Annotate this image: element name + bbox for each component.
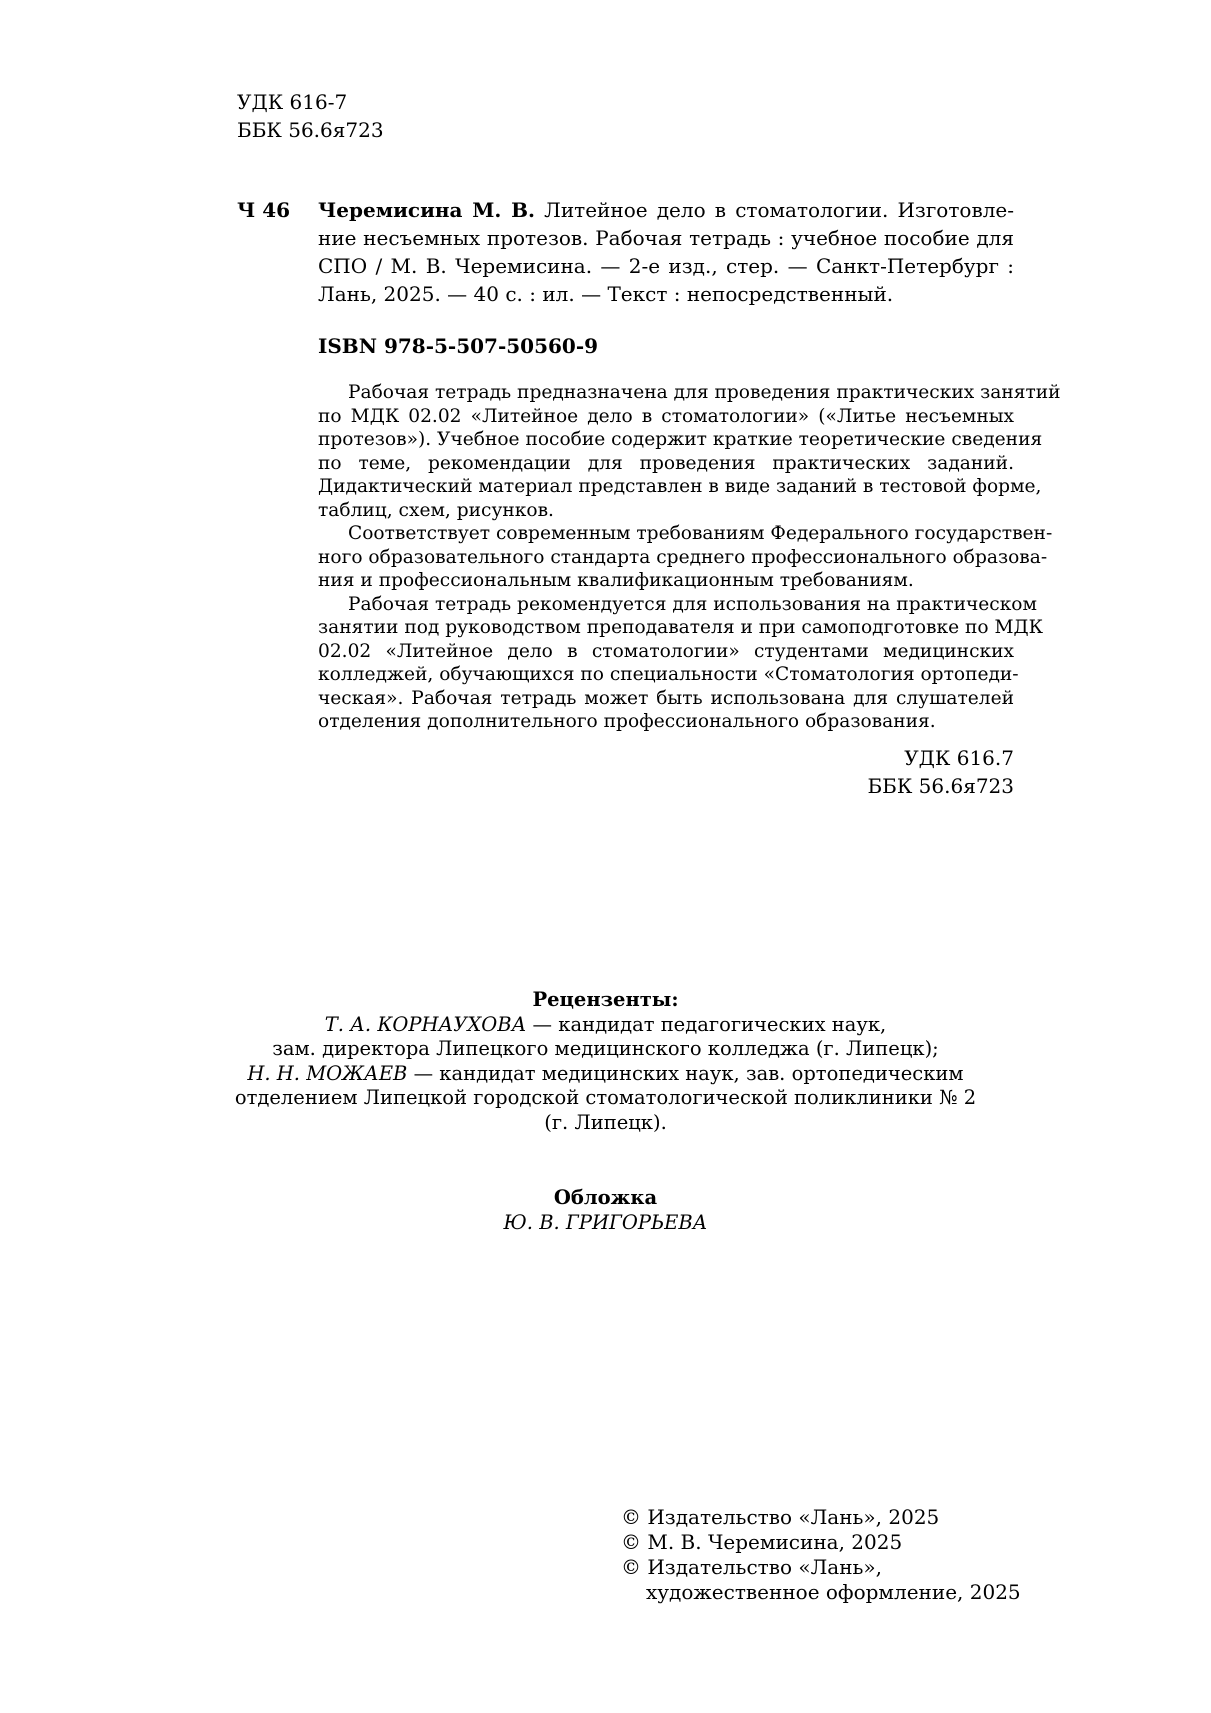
udk-code: УДК 616-7 bbox=[237, 90, 348, 114]
cover-credit bbox=[0, 1185, 1211, 1235]
copyright-line: © М. В. Черемисина, 2025 bbox=[621, 1530, 903, 1554]
annotation bbox=[318, 381, 1061, 734]
annotation-line: таблиц, схем, рисунков. bbox=[318, 499, 554, 521]
description-line: СПО / М. В. Черемисина. — 2-е изд., стер. — Санкт-Петербург : bbox=[318, 254, 1014, 278]
annotation-line: Рабочая тетрадь рекомендуется для использования на практическом bbox=[348, 593, 1037, 615]
reviewer-line: отделением Липецкой городской стоматологической поликлиники № 2 bbox=[234, 1086, 977, 1109]
cover-designer: Ю. В. ГРИГОРЬЕВА bbox=[503, 1211, 708, 1234]
annotation-line: Соответствует современным требованиям Федерального государствен- bbox=[348, 523, 1053, 544]
annotation-line: колледжей, обучающихся по специальности «Стоматология ортопеди- bbox=[318, 664, 1019, 685]
annotation-line: протезов»). Учебное пособие содержит краткие теоретические сведения bbox=[318, 429, 1043, 450]
cover-heading: Обложка bbox=[553, 1186, 658, 1209]
author-name: Черемисина М. В. bbox=[318, 198, 535, 222]
annotation-line: Дидактический материал представлен в виде заданий в тестовой форме, bbox=[318, 476, 1042, 497]
reviewer-line: (г. Липецк). bbox=[544, 1110, 667, 1134]
description-line: Черемисина М. В. Литейное дело в стоматологии. Изготовле- bbox=[318, 198, 1015, 222]
bbk-code: ББК 56.6я723 bbox=[237, 118, 384, 142]
copyright-block bbox=[621, 1505, 1021, 1605]
annotation-line: отделения дополнительного профессионального образования. bbox=[318, 711, 936, 732]
udk-code: УДК 616.7 bbox=[904, 746, 1014, 770]
copyright-line: © Издательство «Лань», 2025 bbox=[621, 1505, 940, 1529]
annotation-line: Рабочая тетрадь предназначена для проведения практических занятий bbox=[348, 382, 1061, 403]
classification-top bbox=[237, 88, 384, 144]
copyright-line: © Издательство «Лань», bbox=[621, 1555, 883, 1579]
annotation-line: занятии под руководством преподавателя и при самоподготовке по МДК bbox=[318, 617, 1044, 638]
reviewer-line: Т. А. КОРНАУХОВА — кандидат педагогических наук, bbox=[324, 1012, 887, 1036]
annotation-line: ческая». Рабочая тетрадь может быть использована для слушателей bbox=[318, 687, 1014, 709]
reviewer-line: Н. Н. МОЖАЕВ — кандидат медицинских наук, зав. ортопедическим bbox=[247, 1061, 964, 1085]
bbk-code: ББК 56.6я723 bbox=[867, 774, 1014, 798]
reviewer-name: Н. Н. МОЖАЕВ bbox=[247, 1061, 408, 1085]
annotation-line: по МДК 02.02 «Литейное дело в стоматологии» («Литье несъемных bbox=[318, 405, 1014, 427]
copyright-line: художественное оформление, 2025 bbox=[646, 1580, 1021, 1604]
annotation-line: 02.02 «Литейное дело в стоматологии» студентами медицинских bbox=[318, 640, 1014, 662]
bibliographic-description bbox=[318, 196, 1014, 308]
reviewer-line: зам. директора Липецкого медицинского колледжа (г. Липецк); bbox=[272, 1037, 939, 1060]
annotation-line: ного образовательного стандарта среднего профессионального образова- bbox=[318, 546, 1048, 568]
description-line: ние несъемных протезов. Рабочая тетрадь : учебное пособие для bbox=[318, 226, 1014, 250]
reviewer-name: Т. А. КОРНАУХОВА bbox=[324, 1012, 527, 1036]
author-sign: Ч 46 bbox=[237, 198, 291, 222]
reviewers-heading: Рецензенты: bbox=[532, 988, 679, 1011]
isbn: ISBN 978-5-507-50560-9 bbox=[318, 334, 599, 358]
annotation-line: ния и профессиональным квалификационным требованиям. bbox=[318, 570, 914, 591]
classification-bottom bbox=[867, 744, 1014, 800]
description-line: Лань, 2025. — 40 с. : ил. — Текст : непосредственный. bbox=[318, 282, 894, 306]
reviewers bbox=[0, 988, 1211, 1135]
annotation-line: по теме, рекомендации для проведения практических заданий. bbox=[318, 452, 1014, 474]
